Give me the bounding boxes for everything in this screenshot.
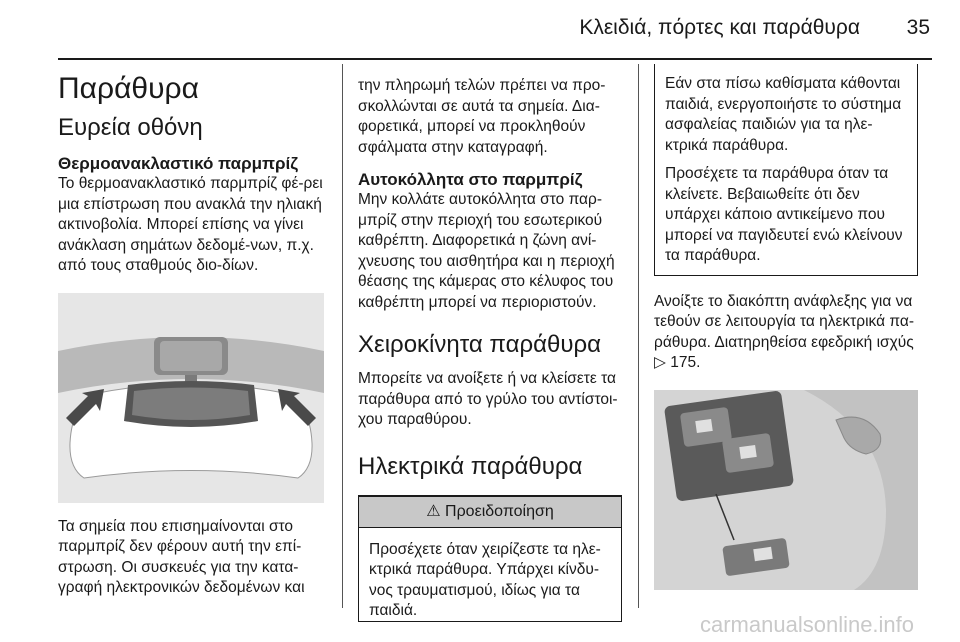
- section-title: Παράθυρα: [58, 72, 199, 105]
- page-reference: 175.: [670, 354, 701, 371]
- warning-box: [358, 495, 622, 622]
- page-number: 35: [906, 16, 930, 39]
- paragraph-text: Ανοίξτε το διακόπτη ανάφλεξης για να τεθούν σε λειτουργία τα ηλεκτρικά πα-ράθυρα. Διατηρηθείσα εφεδρική ισχύς: [654, 292, 914, 351]
- paragraph: [654, 292, 924, 374]
- window-switch-illustration: [654, 390, 918, 590]
- column-3: [654, 64, 924, 590]
- warning-text: Προσέχετε όταν χειρίζεστε τα ηλε-κτρικά παράθυρα. Υπάρχει κίνδυ-νος τραυματισμού, ιδίως για τα παιδιά.: [369, 540, 601, 619]
- paragraph: Μπορείτε να ανοίξετε ή να κλείσετε τα παράθυρα από το γρύλο του αντίστοι-χου παραθύρου.: [358, 370, 618, 428]
- paragraph: Μην κολλάτε αυτοκόλλητα στο παρ-μπρίζ στην περιοχή του εσωτερικού καθρέπτη. Διαφορετικά η ζώνη ανί-χνευσης του αισθητήρα και η περιοχή θέασης της κάμερας στο κέλυφος του καθρέπτη μπορεί να περιοριστούν.: [358, 191, 615, 311]
- column-divider: [638, 64, 639, 608]
- topic-heading: Θερμοανακλαστικό παρμπρίζ: [58, 154, 299, 173]
- warning-text: Προσέχετε τα παράθυρα όταν τα κλείνετε. Βεβαιωθείτε ότι δεν υπάρχει κάποιο αντικείμενο που μπορεί να παγιδευτεί ενώ κλείνουν τα παράθυρα.: [665, 165, 903, 264]
- windscreen-figure: [58, 293, 324, 503]
- warning-text: Εάν στα πίσω καθίσματα κάθονται παιδιά, ενεργοποιήστε το σύστημα ασφαλείας παιδιών για τα ηλε-κτρικά παράθυρα.: [665, 75, 902, 154]
- subsection-title: Ευρεία οθόνη: [58, 114, 203, 141]
- window-switch-figure: [654, 390, 918, 590]
- paragraph: την πληρωμή τελών πρέπει να προ-σκολλώνται σε αυτά τα σημεία. Δια-φορετικά, μπορεί να προκληθούν σφάλματα στην καταγραφή.: [358, 77, 606, 156]
- topic-heading: Αυτοκόλλητα στο παρμπρίζ: [358, 170, 583, 189]
- warning-triangle-icon: ⚠: [426, 502, 441, 520]
- paragraph: Το θερμοανακλαστικό παρμπρίζ φέ-ρει μια επίστρωση που ανακλά την ηλιακή ακτινοβολία. Μπορεί επίσης να γίνει ανάκλαση σημάτων δεδομέ-νων, π.χ. από τους σταθμούς διο-δίων.: [58, 175, 323, 274]
- subsection-title: Χειροκίνητα παράθυρα: [358, 331, 602, 358]
- header-rule: [58, 58, 932, 60]
- window-icon: [695, 418, 713, 432]
- subsection-title: Ηλεκτρικά παράθυρα: [358, 452, 583, 480]
- window-icon: [739, 444, 757, 458]
- paragraph: Τα σημεία που επισημαίνονται στο παρμπρίζ δεν φέρουν αυτή την επί-στρωση. Οι συσκευές για την κατα-γραφή ηλεκτρονικών δεδομένων και: [58, 517, 305, 596]
- header-title: Κλειδιά, πόρτες και παράθυρα: [579, 16, 860, 39]
- warning-title: Προειδοποίηση: [445, 502, 554, 520]
- column-2: [358, 76, 624, 622]
- warning-box-continued: [654, 64, 918, 276]
- mirror-glass: [132, 387, 250, 420]
- sensor-cover: [160, 341, 222, 371]
- warning-header: [359, 495, 621, 528]
- windscreen-illustration: [58, 293, 324, 503]
- triangle-right-icon: ▷: [654, 354, 666, 371]
- window-icon: [753, 546, 772, 560]
- column-divider: [342, 64, 343, 608]
- column-1: [58, 64, 326, 599]
- watermark: carmanualsonline.info: [700, 612, 915, 637]
